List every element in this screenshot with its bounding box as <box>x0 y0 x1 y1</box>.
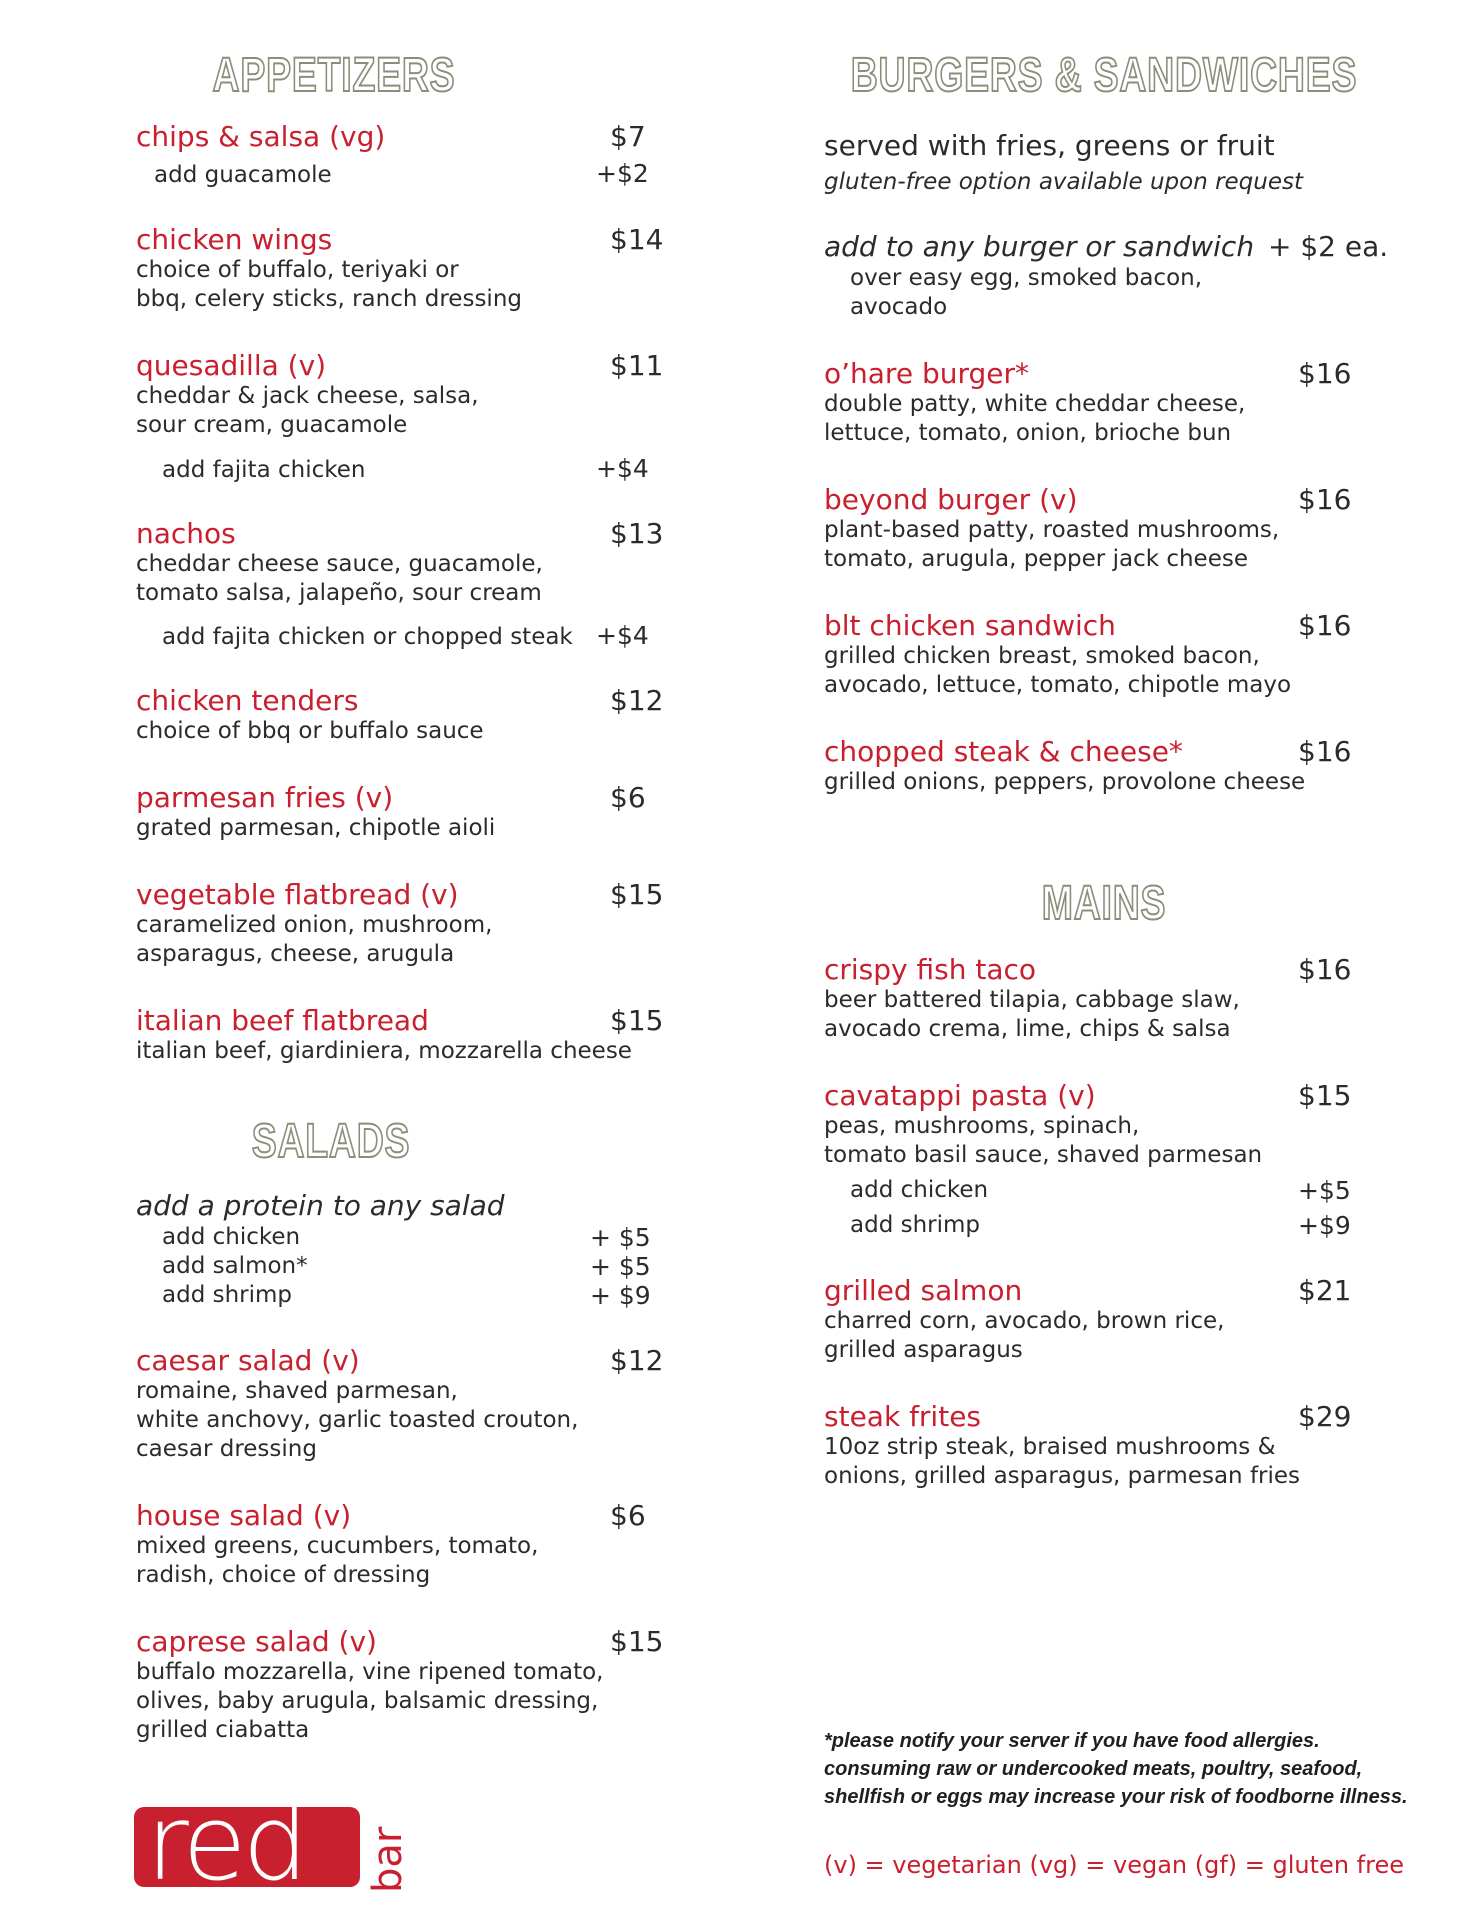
add-any-price: + $2 ea. <box>1268 230 1389 263</box>
protein-label: add salmon* <box>162 1253 308 1279</box>
served-with-text: served with fries, greens or fruit <box>824 129 1275 162</box>
gluten-free-note: gluten-free option available upon request <box>824 169 1304 195</box>
menu-item <box>136 782 495 843</box>
addon-price: +$9 <box>1298 1211 1351 1240</box>
item-name: o’hare burger* <box>824 357 1030 390</box>
menu-item <box>136 1500 538 1590</box>
appetizers-title: APPETIZERS <box>212 49 456 102</box>
item-price: $21 <box>1298 1274 1352 1307</box>
item-description: cheddar & jack cheese, salsa, sour cream, guacamole <box>136 383 479 438</box>
item-price: $13 <box>610 517 664 550</box>
addon-price: +$5 <box>1298 1176 1351 1205</box>
item-name: cavatappi pasta (v) <box>824 1079 1096 1112</box>
item-description: grilled chicken breast, smoked bacon, avocado, lettuce, tomato, chipotle mayo <box>824 643 1292 698</box>
item-price: $16 <box>1298 483 1352 516</box>
menu-item <box>824 610 1291 700</box>
addon-label: add guacamole <box>154 162 332 188</box>
addon-label: add fajita chicken or chopped steak <box>162 624 573 650</box>
menu-item <box>136 224 522 314</box>
menu-item <box>136 121 385 153</box>
menu-item <box>824 1401 1300 1491</box>
menu-item <box>136 350 479 440</box>
item-price: $7 <box>610 120 646 153</box>
item-price: $16 <box>1298 357 1352 390</box>
item-description: plant-based patty, roasted mushrooms, tomato, arugula, pepper jack cheese <box>824 517 1280 572</box>
menu-item <box>136 879 492 969</box>
item-price: $15 <box>610 878 664 911</box>
item-description: grated parmesan, chipotle aioli <box>136 815 496 841</box>
item-name: quesadilla (v) <box>136 349 327 382</box>
item-price: $14 <box>610 223 664 256</box>
item-name: beyond burger (v) <box>824 483 1078 516</box>
menu-item <box>136 685 484 746</box>
item-description: cheddar cheese sauce, guacamole, tomato salsa, jalapeño, sour cream <box>136 551 543 606</box>
item-name: caesar salad (v) <box>136 1344 360 1377</box>
salads-title: SALADS <box>251 1115 411 1168</box>
menu-item <box>136 1345 578 1464</box>
item-name: nachos <box>136 517 236 550</box>
addon-price: +$4 <box>596 454 649 483</box>
menu-item <box>824 954 1240 1044</box>
item-name: chopped steak & cheese* <box>824 735 1183 768</box>
protein-price: + $5 <box>590 1223 651 1252</box>
item-name: steak frites <box>824 1400 982 1433</box>
menu-item <box>824 484 1279 574</box>
item-description: grilled onions, peppers, provolone cheese <box>824 769 1306 795</box>
item-name: chicken wings <box>136 223 333 256</box>
item-price: $6 <box>610 1499 646 1532</box>
addon-price: +$4 <box>596 621 649 650</box>
logo-word: red <box>146 1782 305 1904</box>
item-name: crispy fish taco <box>824 953 1037 986</box>
item-name: vegetable flatbread (v) <box>136 878 459 911</box>
addon-label: add chicken <box>850 1177 989 1203</box>
menu-item <box>824 1080 1262 1170</box>
item-name: caprese salad (v) <box>136 1625 377 1658</box>
item-name: blt chicken sandwich <box>824 609 1116 642</box>
addon-label: add shrimp <box>850 1212 981 1238</box>
item-description: double patty, white cheddar cheese, lettuce, tomato, onion, brioche bun <box>824 391 1246 446</box>
item-description: italian beef, giardiniera, mozzarella cheese <box>136 1038 632 1064</box>
item-name: house salad (v) <box>136 1499 352 1532</box>
item-price: $12 <box>610 1344 664 1377</box>
item-price: $6 <box>610 781 646 814</box>
burgers-title: BURGERS & SANDWICHES <box>850 49 1358 102</box>
item-price: $15 <box>1298 1079 1352 1112</box>
item-name: italian beef flatbread <box>136 1004 429 1037</box>
menu-item <box>136 518 543 608</box>
item-description: 10oz strip steak, braised mushrooms & onions, grilled asparagus, parmesan fries <box>824 1434 1301 1489</box>
logo-sub-text: bar <box>365 1826 411 1893</box>
diet-legend: (v) = vegetarian (vg) = vegan (gf) = gluten free <box>824 1851 1404 1879</box>
menu-item <box>136 1005 632 1066</box>
allergy-note: *please notify your server if you have food allergies. consuming raw or undercooked meats, poultry, seafood, shellfish or eggs may increase your risk of foodborne illness. <box>824 1730 1408 1808</box>
red-bar-logo <box>134 1782 411 1904</box>
addon-label: add fajita chicken <box>162 457 366 483</box>
item-description: peas, mushrooms, spinach, tomato basil sauce, shaved parmesan <box>824 1113 1263 1168</box>
item-price: $16 <box>1298 609 1352 642</box>
item-price: $15 <box>610 1004 664 1037</box>
addon-price: +$2 <box>596 159 649 188</box>
protein-intro: add a protein to any salad <box>136 1189 505 1222</box>
item-description: mixed greens, cucumbers, tomato, radish, choice of dressing <box>136 1533 539 1588</box>
add-any-text: add to any burger or sandwich <box>824 230 1255 263</box>
protein-label: add chicken <box>162 1224 301 1250</box>
menu-item <box>824 358 1245 448</box>
item-price: $16 <box>1298 953 1352 986</box>
add-any-options: over easy egg, smoked bacon, avocado <box>850 265 1203 320</box>
item-description: romaine, shaved parmesan, white anchovy, garlic toasted crouton, caesar dressing <box>136 1378 579 1462</box>
protein-price: + $9 <box>590 1281 651 1310</box>
item-price: $16 <box>1298 735 1352 768</box>
logo-box <box>134 1782 360 1904</box>
item-name: grilled salmon <box>824 1274 1023 1307</box>
item-price: $15 <box>610 1625 664 1658</box>
menu-item <box>824 1275 1224 1365</box>
protein-price: + $5 <box>590 1252 651 1281</box>
item-description: buffalo mozzarella, vine ripened tomato, olives, baby arugula, balsamic dressing, grilled ciabatta <box>136 1659 604 1743</box>
menu-item <box>824 736 1305 797</box>
item-price: $12 <box>610 684 664 717</box>
item-price: $11 <box>610 349 664 382</box>
protein-label: add shrimp <box>162 1282 293 1308</box>
item-description: choice of buffalo, teriyaki or bbq, celery sticks, ranch dressing <box>136 257 522 312</box>
mains-title: MAINS <box>1041 877 1167 930</box>
item-description: choice of bbq or buffalo sauce <box>136 718 484 744</box>
item-description: caramelized onion, mushroom, asparagus, cheese, arugula <box>136 912 493 967</box>
item-description: beer battered tilapia, cabbage slaw, avocado crema, lime, chips & salsa <box>824 987 1240 1042</box>
item-description: charred corn, avocado, brown rice, grilled asparagus <box>824 1308 1225 1363</box>
menu-item <box>136 1626 603 1745</box>
item-name: chicken tenders <box>136 684 359 717</box>
item-name: parmesan fries (v) <box>136 781 394 814</box>
item-price: $29 <box>1298 1400 1352 1433</box>
logo-sub <box>365 1807 418 1893</box>
item-name: chips & salsa (vg) <box>136 120 386 153</box>
